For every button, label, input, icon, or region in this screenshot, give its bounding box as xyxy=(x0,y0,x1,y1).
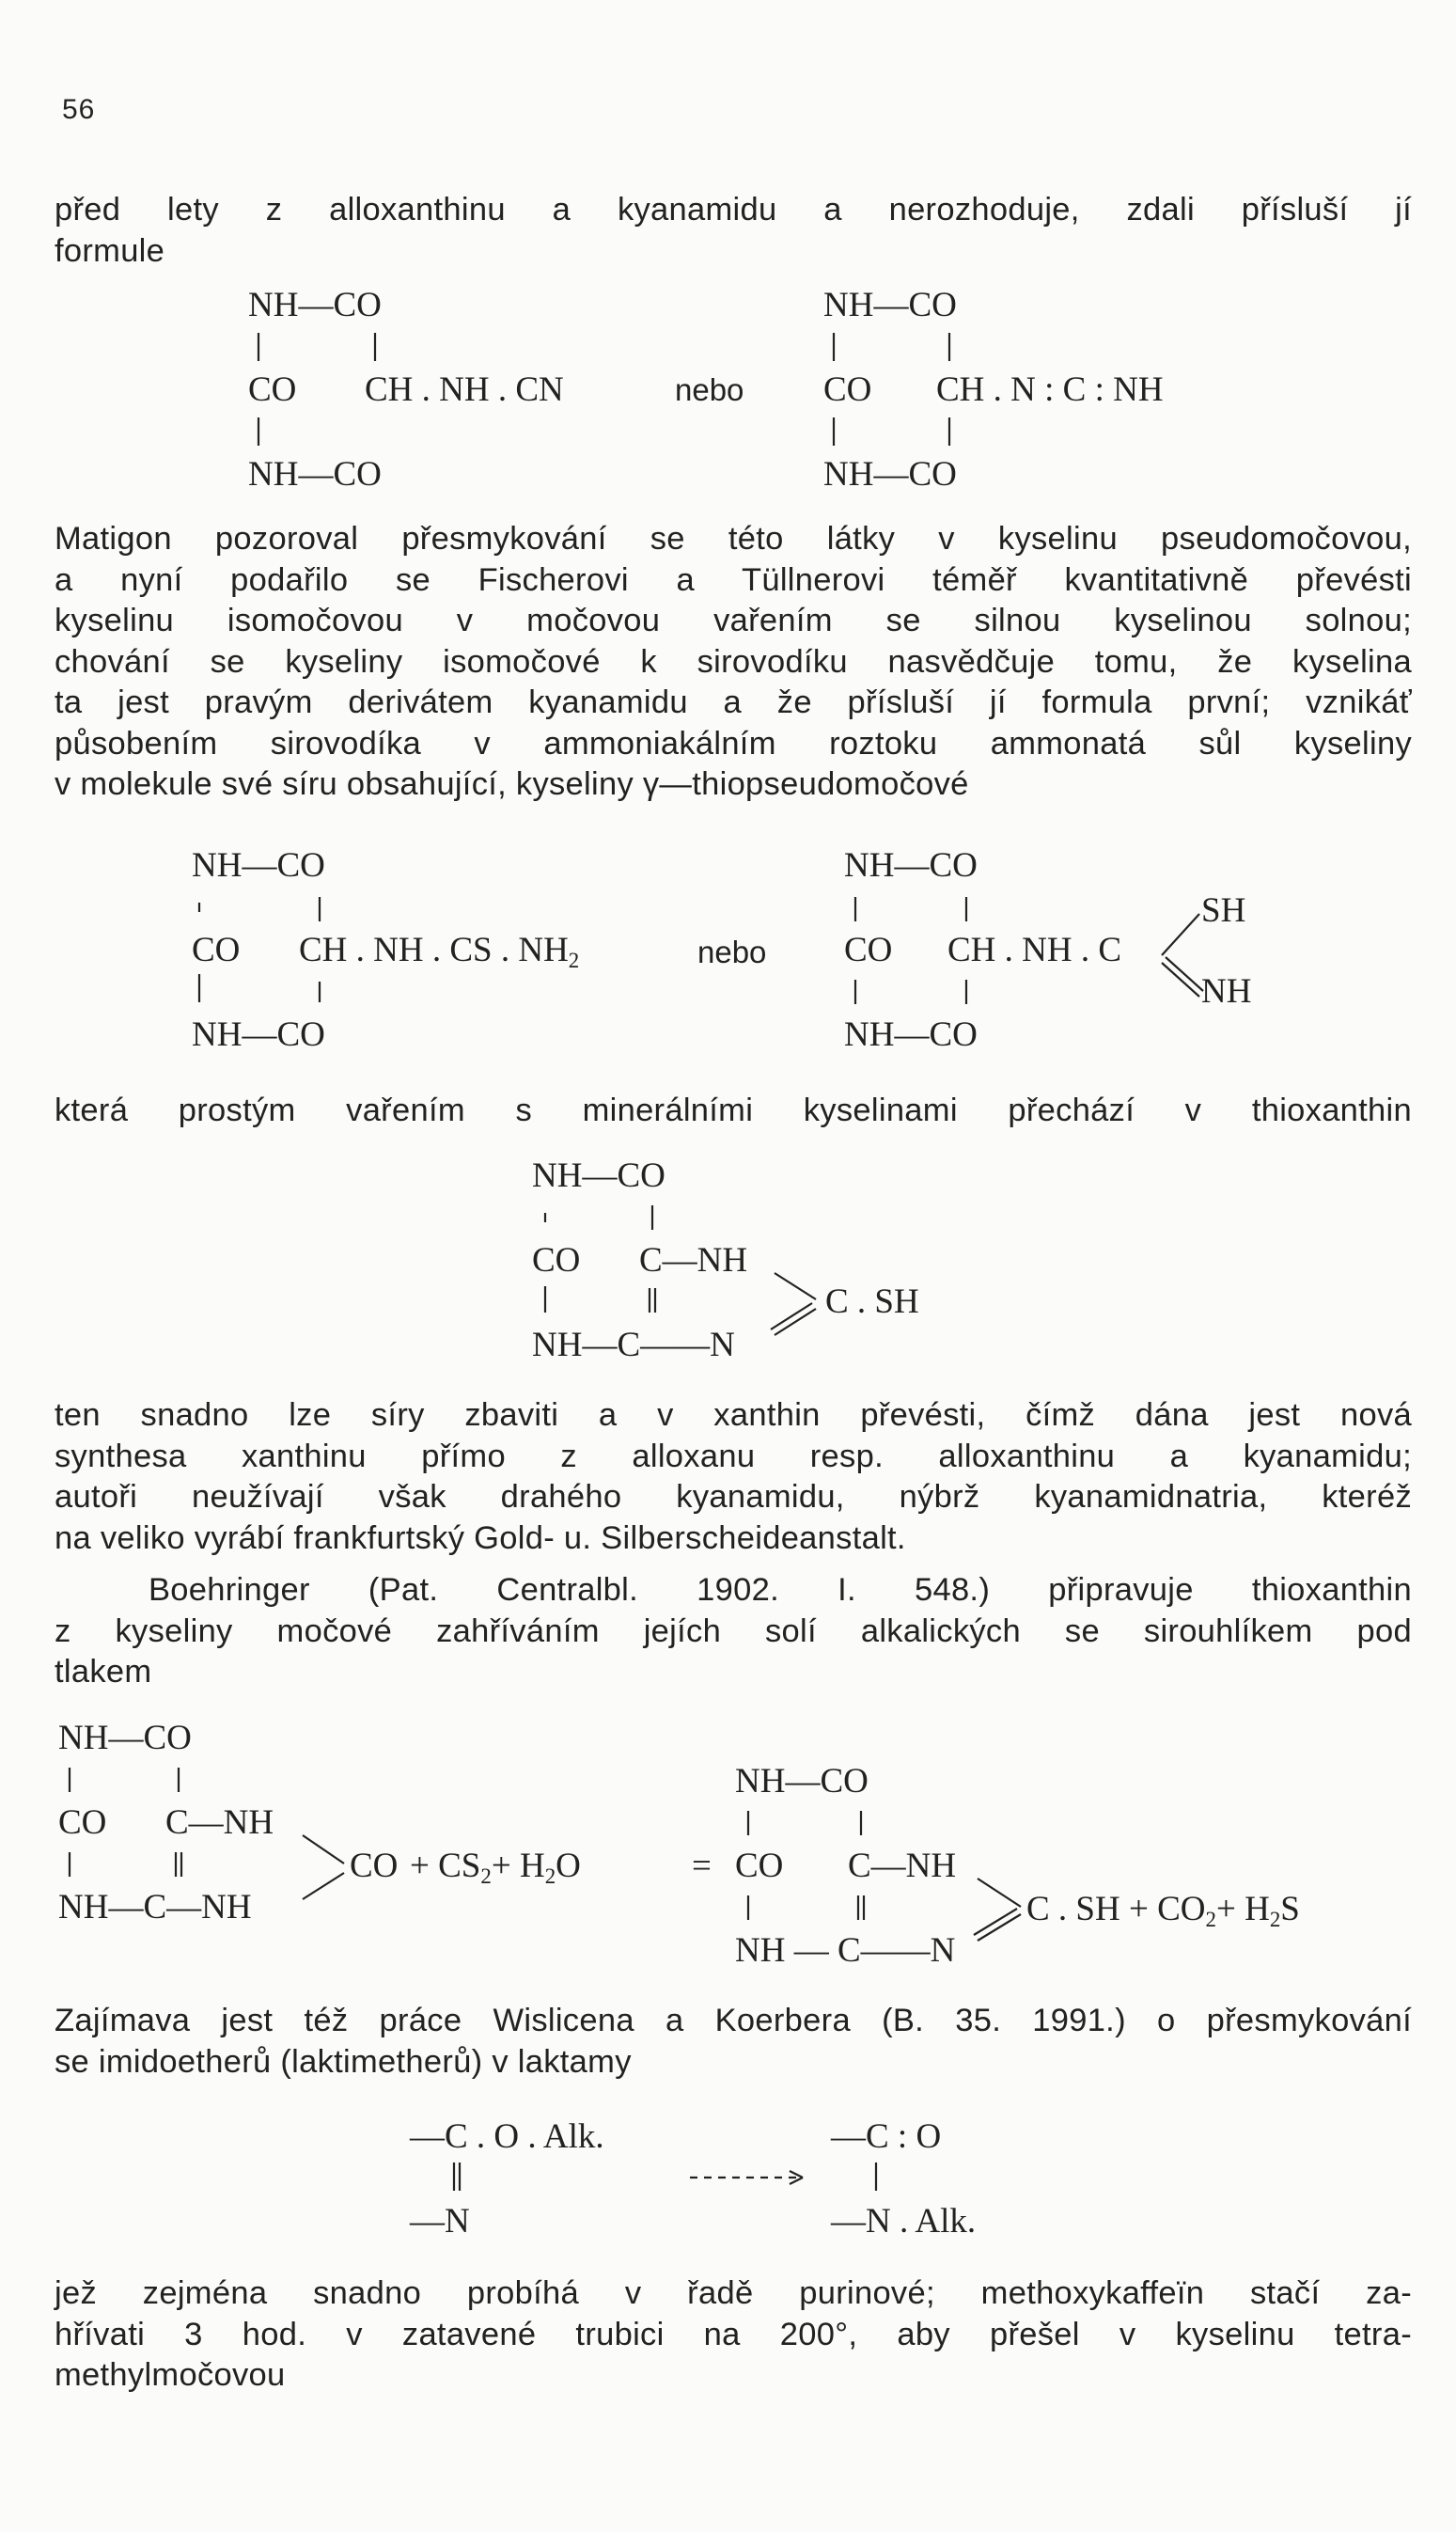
text-line: působením sirovodíka v ammoniakálním roztoku ammonatá sůl kyseliny xyxy=(55,725,1412,762)
text-line: ta jest pravým derivátem kyanamidu a že přísluší jí formula první; vznikáť xyxy=(55,684,1412,720)
formula-text: NH — C——N xyxy=(735,1931,956,1970)
formula-text: NH—CO xyxy=(192,846,325,885)
formula-text: NH—CO xyxy=(248,286,382,324)
text-line: Zajímava jest též práce Wislicena a Koerbera (B. 35. 1991.) o přesmykování xyxy=(55,2003,1412,2038)
text-line: kyselinu isomočovou v močovou vařením se silnou kyselinou solnou; xyxy=(55,603,1412,638)
subscript: 2 xyxy=(1205,1907,1216,1931)
subscript: 2 xyxy=(1269,1907,1281,1931)
formula-text: SH xyxy=(1201,891,1246,930)
subscript: 2 xyxy=(544,1864,556,1888)
text-line: a nyní podařilo se Fischerovi a Tüllnerovi téměř kvantitativně převésti xyxy=(55,561,1412,598)
text-line: chování se kyseliny isomočové k sirovodíku nasvědčuje tomu, že kyselina xyxy=(55,643,1412,680)
formula-text: CH . N : C : NH xyxy=(936,370,1164,409)
formula-text: CO xyxy=(58,1803,107,1842)
text-line: z kyseliny močové zahříváním jejích solí alkalických se sirouhlíkem pod xyxy=(55,1612,1412,1649)
formula-text: —N xyxy=(410,2202,470,2241)
text-line: která prostým vařením s minerálními kyselinami přechází v thioxanthin xyxy=(55,1093,1412,1128)
formula-text: CO xyxy=(192,931,241,969)
text-line: synthesa xanthinu přímo z alloxanu resp. alloxanthinu a kyanamidu; xyxy=(55,1438,1412,1474)
formula-text: + CS xyxy=(410,1847,481,1885)
text-line: tlakem xyxy=(55,1654,152,1690)
formula-text: NH—CO xyxy=(823,455,957,494)
formula-text: C—NH xyxy=(165,1803,274,1842)
conjunction: nebo xyxy=(675,372,744,407)
page-number: 56 xyxy=(62,94,96,125)
formula-text: C—NH xyxy=(639,1241,748,1280)
formula-text: NH—CO xyxy=(844,1015,978,1054)
text-line: na veliko vyrábí frankfurtský Gold- u. Silberscheideanstalt. xyxy=(55,1519,906,1556)
formula-text: —C . O . Alk. xyxy=(410,2117,604,2156)
formula-text: NH—CO xyxy=(735,1762,869,1801)
text-line: v molekule své síru obsahující, kyseliny γ—thiopseudomočové xyxy=(55,766,969,802)
formula-text: CO xyxy=(735,1847,784,1885)
text-line: Matigon pozoroval přesmykování se této látky v kyselinu pseudomočovou, xyxy=(55,521,1412,557)
formula-text: CH . NH . CN xyxy=(365,370,564,409)
formula-text: S xyxy=(1280,1890,1300,1928)
formula-text: NH—CO xyxy=(58,1719,192,1757)
equals-sign: = xyxy=(692,1847,712,1885)
formula-text: —C : O xyxy=(831,2117,942,2156)
formula-text: NH—C——N xyxy=(532,1326,735,1364)
text-line: jež zejména snadno probíhá v řadě purinové; methoxykaffeïn stačí za- xyxy=(55,2275,1412,2311)
formula-text: NH xyxy=(1201,972,1252,1011)
text-line: methylmočovou xyxy=(55,2357,286,2393)
formula-text: CO xyxy=(823,370,872,409)
conjunction: nebo xyxy=(697,935,767,969)
text-line: před lety z alloxanthinu a kyanamidu a nerozhoduje, zdali přísluší jí xyxy=(55,192,1412,228)
formula-text: CO xyxy=(350,1847,399,1885)
formula-text: NH—CO xyxy=(192,1015,325,1054)
text-line: ten snadno lze síry zbaviti a v xanthin převésti, čímž dána jest nová xyxy=(55,1397,1412,1433)
text-line: se imidoetherů (laktimetherů) v laktamy xyxy=(55,2043,632,2080)
text-line: autoři neužívají však drahého kyanamidu, nýbrž kyanamidnatria, kteréž xyxy=(55,1479,1412,1515)
formula-text: O xyxy=(556,1847,581,1885)
text-line: Boehringer (Pat. Centralbl. 1902. I. 548.) připravuje thioxanthin xyxy=(149,1572,1412,1608)
subscript: 2 xyxy=(568,948,580,972)
formula-text: —N . Alk. xyxy=(831,2202,977,2241)
formula-text: + H xyxy=(1215,1890,1270,1928)
subscript: 2 xyxy=(480,1864,492,1888)
paragraph-7 xyxy=(55,2273,1412,2397)
formula-text: C . SH + CO xyxy=(1026,1890,1206,1928)
formula-text: CO xyxy=(532,1241,581,1280)
formula-text: CO xyxy=(248,370,297,409)
formula-text: NH—C—NH xyxy=(58,1888,252,1927)
formula-text: NH—CO xyxy=(532,1156,665,1195)
formula-text: CH . NH . C xyxy=(947,931,1122,969)
text-line: formule xyxy=(55,232,165,269)
formula-text: NH—CO xyxy=(844,846,978,885)
formula-text: NH—CO xyxy=(248,455,382,494)
formula-text: CH . NH . CS . NH xyxy=(299,931,569,969)
formula-text: CO xyxy=(844,931,893,969)
formula-text: C—NH xyxy=(848,1847,957,1885)
formula-text: + H xyxy=(491,1847,545,1885)
formula-text: NH—CO xyxy=(823,286,957,324)
formula-text: C . SH xyxy=(825,1282,919,1321)
text-line: hřívati 3 hod. v zatavené trubici na 200°, aby přešel v kyselinu tetra- xyxy=(55,2316,1412,2352)
